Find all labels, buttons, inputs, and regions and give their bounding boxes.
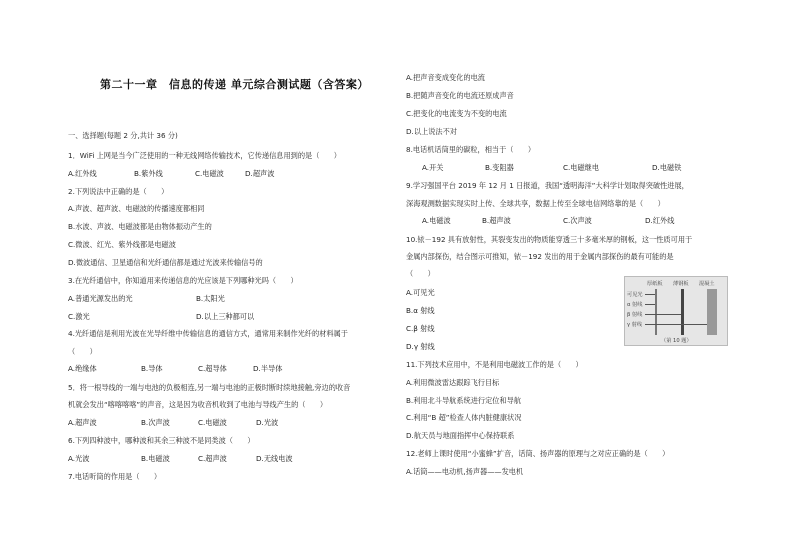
q10-figure bbox=[624, 276, 728, 346]
q8-option-c: C.电磁继电 bbox=[563, 163, 600, 172]
q4-option-b: B.导体 bbox=[141, 364, 163, 373]
q10-option-c: C.β 射线 bbox=[406, 324, 435, 333]
q8-option-b: B.变阻器 bbox=[485, 163, 514, 172]
page-title: 第二十一章 信息的传递 单元综合测试题（含答案） bbox=[100, 78, 369, 91]
q11-option-a: A.利用微波雷达跟踪飞行目标 bbox=[406, 378, 500, 387]
paper-board bbox=[655, 289, 657, 335]
question-9-continued: 深海观测数据实现实时上传、全球共享，数据上传至全球电信网络靠的是（ ） bbox=[406, 199, 665, 208]
question-12: 12.老师上课时使用“小蜜蜂”扩音，话筒、扬声器的原理与之对应正确的是（ ） bbox=[406, 449, 670, 458]
question-7: 7.电话听筒的作用是（ ） bbox=[68, 472, 162, 481]
q3-option-c: C.激光 bbox=[68, 312, 90, 321]
ray-label-visible: 可见光 bbox=[627, 292, 643, 298]
q1-option-b: B.紫外线 bbox=[134, 169, 163, 178]
question-8: 8.电话机话筒里的碳粒，相当于（ ） bbox=[406, 145, 536, 154]
q11-option-b: B.利用北斗导航系统进行定位和导航 bbox=[406, 396, 522, 405]
q2-option-c: C.微波、红光、紫外线都是电磁波 bbox=[68, 240, 176, 249]
q10-option-b: B.α 射线 bbox=[406, 306, 435, 315]
question-5-continued: 机就会发出“喀喀喀喀”的声音，这是因为收音机收到了电池与导线产生的（ ） bbox=[68, 400, 328, 409]
q3-option-b: B.太阳光 bbox=[196, 294, 225, 303]
q7-option-b: B.把随声音变化的电流还原成声音 bbox=[406, 91, 514, 100]
q11-option-d: D.航天员与地面指挥中心保持联系 bbox=[406, 431, 515, 440]
question-4: 4.光纤通信是利用光波在光导纤维中传输信息的通信方式，通常用来制作光纤的材料属于 bbox=[68, 329, 348, 338]
question-10: 10.铱－192 具有放射性，其裂变发出的物质能穿透三十多毫米厚的钢板，这一性质可用于 bbox=[406, 235, 693, 244]
q6-option-a: A.光波 bbox=[68, 454, 90, 463]
q9-option-c: C.次声波 bbox=[563, 216, 592, 225]
q6-option-c: C.超声波 bbox=[198, 454, 227, 463]
q7-option-d: D.以上说法不对 bbox=[406, 127, 457, 136]
q3-option-d: D.以上三种都可以 bbox=[196, 312, 255, 321]
q1-option-d: D.超声波 bbox=[245, 169, 275, 178]
question-1: 1．WiFi 上网是当今广泛使用的一种无线网络传输技术，它传递信息用到的是（ ） bbox=[68, 151, 341, 160]
ray-visible bbox=[645, 294, 655, 295]
question-9: 9.学习强国平台 2019 年 12 月 1 日报道，我国“透明海洋”大科学计划取得突破性进展， bbox=[406, 181, 689, 190]
question-2: 2.下列说法中正确的是（ ） bbox=[68, 187, 169, 196]
q3-option-a: A.普通光源发出的光 bbox=[68, 294, 133, 303]
q8-option-d: D.电磁铁 bbox=[652, 163, 682, 172]
ray-alpha bbox=[645, 304, 655, 305]
ray-label-gamma: γ 射线 bbox=[627, 322, 643, 328]
fig-label-paper: 厚纸板 bbox=[647, 281, 663, 287]
q6-option-b: B.电磁波 bbox=[141, 454, 170, 463]
figure-caption: （第 10 题） bbox=[661, 338, 692, 344]
ray-label-alpha: α 射线 bbox=[627, 302, 643, 308]
q9-option-a: A.电磁波 bbox=[422, 216, 451, 225]
ray-gamma bbox=[645, 324, 707, 325]
q9-option-b: B.超声波 bbox=[482, 216, 511, 225]
question-3: 3.在光纤通信中，你知道用来传递信息的光应该是下列哪种光吗（ ） bbox=[68, 276, 298, 285]
question-4-blank: （ ） bbox=[68, 347, 97, 356]
concrete-block bbox=[707, 289, 717, 335]
question-11: 11.下列技术应用中，不是利用电磁波工作的是（ ） bbox=[406, 360, 583, 369]
q10-option-d: D.γ 射线 bbox=[406, 342, 435, 351]
q4-option-a: A.绝缘体 bbox=[68, 364, 97, 373]
q11-option-c: C.利用“B 超”检查人体内脏健康状况 bbox=[406, 413, 522, 422]
q1-option-a: A.红外线 bbox=[68, 169, 97, 178]
q5-option-a: A.超声波 bbox=[68, 418, 97, 427]
q5-option-b: B.次声波 bbox=[141, 418, 170, 427]
q6-option-d: D.无线电波 bbox=[256, 454, 293, 463]
q2-option-d: D.微波通信、卫星通信和光纤通信都是通过光波来传输信号的 bbox=[68, 258, 263, 267]
question-10-blank: （ ） bbox=[406, 269, 435, 278]
ray-label-beta: β 射线 bbox=[627, 312, 643, 318]
fig-label-concrete: 混凝土 bbox=[699, 281, 715, 287]
fig-label-steel: 薄钢板 bbox=[673, 281, 689, 287]
q4-option-c: C.超导体 bbox=[198, 364, 227, 373]
question-6: 6.下列四种波中，哪种波和其余三种波不是同类波（ ） bbox=[68, 436, 255, 445]
q4-option-d: D.半导体 bbox=[253, 364, 283, 373]
steel-plate bbox=[681, 289, 684, 335]
q5-option-d: D.光波 bbox=[256, 418, 279, 427]
question-10-continued: 金属内部探伤，结合图示可推知，铱－192 发出的用于金属内部探伤的最有可能的是 bbox=[406, 252, 674, 261]
question-5: 5．将一根导线的一端与电池的负极相连,另一端与电池的正极时断时续地接触,旁边的收音 bbox=[68, 383, 351, 392]
q1-option-c: C.电磁波 bbox=[195, 169, 224, 178]
ray-beta bbox=[645, 314, 681, 315]
q12-option-a: A.话筒——电动机,扬声器——发电机 bbox=[406, 467, 524, 476]
q2-option-b: B.水波、声波、电磁波都是由物体振动产生的 bbox=[68, 222, 212, 231]
q7-option-a: A.把声音变成变化的电流 bbox=[406, 73, 485, 82]
q5-option-c: C.电磁波 bbox=[198, 418, 227, 427]
q8-option-a: A.开关 bbox=[422, 163, 444, 172]
q2-option-a: A.声波、超声波、电磁波的传播速度都相同 bbox=[68, 204, 205, 213]
q7-option-c: C.把变化的电流变为不变的电流 bbox=[406, 109, 507, 118]
q9-option-d: D.红外线 bbox=[645, 216, 675, 225]
section-title: 一、选择题(每题 2 分,共计 36 分) bbox=[68, 131, 178, 140]
q10-option-a: A.可见光 bbox=[406, 288, 435, 297]
